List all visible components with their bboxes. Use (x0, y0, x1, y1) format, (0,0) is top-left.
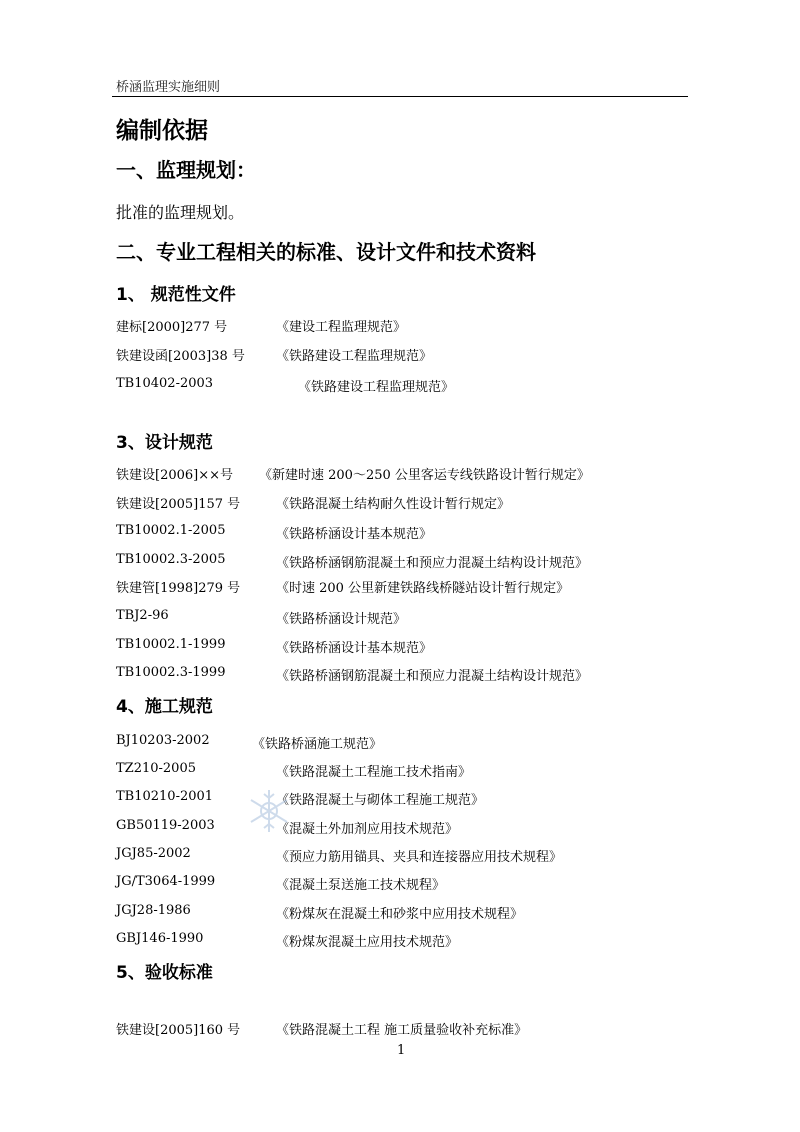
standard-code: TB10002.1-1999 (116, 637, 226, 652)
standard-title: 《铁路混凝土工程施工技术指南》 (276, 765, 472, 780)
standard-title: 《铁路建设工程监理规范》 (276, 349, 433, 364)
standard-row (116, 608, 676, 628)
standard-row (116, 376, 676, 396)
standard-title: 《铁路混凝土与砌体工程施工规范》 (276, 793, 485, 808)
standard-title: 《铁路桥涵设计基本规范》 (276, 641, 433, 656)
document-title: 编制依据 (116, 118, 208, 144)
standard-code: 铁建设[2006]××号 (116, 468, 234, 483)
standard-row (116, 903, 676, 923)
standard-row (116, 552, 676, 572)
standard-code: 铁建设[2005]157 号 (116, 497, 241, 512)
standard-code: TBJ2-96 (116, 608, 169, 623)
standard-title: 《铁路桥涵钢筋混凝土和预应力混凝土结构设计规范》 (276, 669, 589, 684)
standard-row (116, 523, 676, 543)
subsection-heading-construction: 4、施工规范 (116, 697, 213, 717)
standard-row (116, 931, 676, 951)
standard-row (116, 464, 676, 484)
snowflake-watermark-icon (244, 786, 294, 836)
standard-row (116, 818, 676, 838)
subsection-heading-normative: 1、 规范性文件 (116, 285, 236, 305)
standard-title: 《预应力筋用锚具、夹具和连接器应用技术规程》 (276, 850, 563, 865)
standard-row (116, 761, 676, 781)
standard-title: 《时速 200 公里新建铁路线桥隧站设计暂行规定》 (276, 581, 570, 596)
standard-title: 《建设工程监理规范》 (276, 320, 407, 335)
subsection-heading-acceptance: 5、验收标准 (116, 963, 213, 983)
standard-code: TB10002.1-2005 (116, 523, 226, 538)
standard-code: 铁建管[1998]279 号 (116, 581, 241, 596)
page-number: 1 (397, 1043, 406, 1058)
standard-code: JGJ28-1986 (116, 903, 191, 918)
standard-title: 《铁路桥涵施工规范》 (252, 737, 383, 752)
section-body-supervision-plan: 批准的监理规划。 (116, 203, 245, 222)
standard-row (116, 846, 676, 866)
header-rule (112, 96, 688, 97)
standard-code: 铁建设函[2003]38 号 (116, 349, 245, 364)
standard-row (116, 345, 676, 365)
standard-title: 《铁路桥涵设计基本规范》 (276, 527, 433, 542)
standard-code: 铁建设[2005]160 号 (116, 1023, 241, 1038)
section-heading-supervision-plan: 一、监理规划： (116, 158, 256, 182)
standard-title: 《铁路建设工程监理规范》 (298, 380, 455, 395)
standard-row (116, 316, 676, 336)
standard-title: 《粉煤灰在混凝土和砂浆中应用技术规程》 (276, 907, 524, 922)
standard-title: 《混凝土泵送施工技术规程》 (276, 878, 446, 893)
standard-code: GB50119-2003 (116, 818, 215, 833)
standard-code: GBJ146-1990 (116, 931, 204, 946)
standard-row (116, 1019, 676, 1039)
subsection-heading-design: 3、设计规范 (116, 433, 213, 453)
standard-code: TB10402-2003 (116, 376, 214, 391)
standard-code: TB10210-2001 (116, 789, 214, 804)
standard-code: TZ210-2005 (116, 761, 196, 776)
standard-title: 《粉煤灰混凝土应用技术规范》 (276, 935, 459, 950)
running-header: 桥涵监理实施细则 (116, 80, 221, 95)
standard-title: 《铁路混凝土工程 施工质量验收补充标准》 (276, 1023, 528, 1038)
standard-code: JGJ85-2002 (116, 846, 191, 861)
standard-code: 建标[2000]277 号 (116, 320, 228, 335)
standard-title: 《新建时速 200～250 公里客运专线铁路设计暂行规定》 (259, 468, 590, 483)
standard-title: 《铁路桥涵钢筋混凝土和预应力混凝土结构设计规范》 (276, 556, 589, 571)
standard-row (116, 665, 676, 685)
standard-title: 《铁路桥涵设计规范》 (276, 612, 407, 627)
standard-code: BJ10203-2002 (116, 733, 210, 748)
standard-row (116, 637, 676, 657)
section-heading-standards: 二、专业工程相关的标准、设计文件和技术资料 (116, 240, 536, 264)
standard-row (116, 493, 676, 513)
standard-row (116, 577, 676, 597)
standard-title: 《混凝土外加剂应用技术规范》 (276, 822, 459, 837)
standard-row (116, 874, 676, 894)
standard-code: JG/T3064-1999 (116, 874, 216, 889)
standard-title: 《铁路混凝土结构耐久性设计暂行规定》 (276, 497, 511, 512)
standard-code: TB10002.3-2005 (116, 552, 226, 567)
standard-row (116, 733, 676, 753)
standard-row (116, 789, 676, 809)
standard-code: TB10002.3-1999 (116, 665, 226, 680)
